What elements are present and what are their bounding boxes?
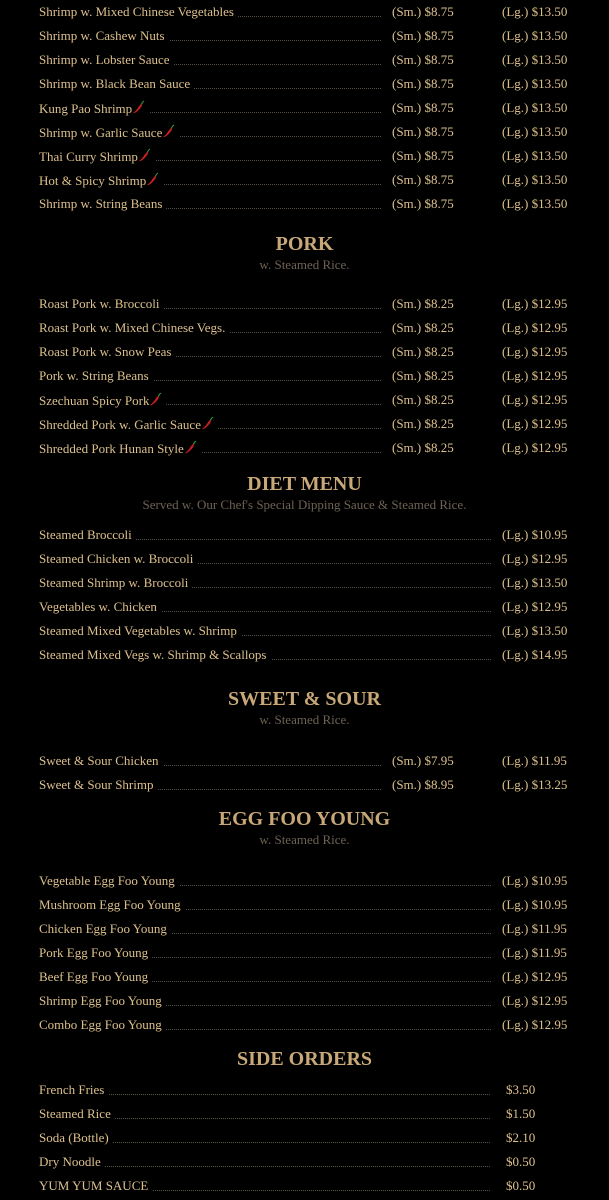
menu-item-name — [39, 969, 152, 985]
menu-item-label: Shredded Pork w. Garlic Sauce — [39, 417, 201, 432]
menu-item — [0, 525, 609, 549]
menu-item-label: Chicken Egg Foo Young — [39, 921, 167, 936]
menu-item — [0, 170, 609, 194]
menu-item-name — [39, 416, 218, 433]
large-price: (Lg.) $10.95 — [502, 873, 568, 888]
menu-item-name — [39, 28, 169, 44]
menu-section-pork — [0, 232, 609, 462]
large-price: (Lg.) $12.95 — [502, 368, 568, 383]
large-price: (Lg.) $13.50 — [502, 28, 568, 43]
large-price: (Lg.) $14.95 — [502, 647, 568, 662]
menu-item-label: Shrimp w. Black Bean Sauce — [39, 76, 191, 91]
chili-pepper-icon — [201, 416, 214, 430]
menu-item-name — [39, 873, 179, 889]
large-price: (Lg.) $13.50 — [502, 76, 568, 91]
menu-item-label: Steamed Mixed Vegetables w. Shrimp — [39, 623, 237, 638]
menu-item — [0, 621, 609, 645]
menu-item — [0, 775, 609, 799]
menu-item-name — [39, 440, 201, 457]
small-price: (Sm.) $8.75 — [392, 28, 454, 43]
large-price: (Lg.) $12.95 — [502, 551, 568, 566]
menu-item-name — [39, 1130, 113, 1146]
large-price: (Lg.) $13.25 — [502, 777, 568, 792]
large-price: (Lg.) $13.50 — [502, 4, 568, 19]
section-subtitle: Served w. Our Chef's Special Dipping Sauce & Steamed Rice. — [142, 497, 467, 512]
menu-item-name — [39, 392, 166, 409]
menu-item-name — [39, 172, 163, 189]
large-price: (Lg.) $13.50 — [502, 52, 568, 67]
chili-pepper-icon — [138, 148, 151, 162]
menu-item — [0, 26, 609, 50]
menu-section-side-orders — [0, 1047, 609, 1200]
large-price: (Lg.) $11.95 — [502, 945, 567, 960]
item-price: $0.50 — [506, 1178, 536, 1193]
menu-item — [0, 751, 609, 775]
menu-item-label: Thai Curry Shrimp — [39, 149, 138, 164]
menu-item-label: Pork w. String Beans — [39, 368, 149, 383]
menu-item — [0, 1128, 609, 1152]
small-price: (Sm.) $8.25 — [392, 320, 454, 335]
large-price: (Lg.) $12.95 — [502, 320, 568, 335]
menu-item-name — [39, 623, 241, 639]
menu-item-label: Steamed Shrimp w. Broccoli — [39, 575, 189, 590]
large-price: (Lg.) $13.50 — [502, 575, 568, 590]
menu-item — [0, 645, 609, 669]
menu-item — [0, 294, 609, 318]
menu-item — [0, 390, 609, 414]
menu-item-name — [39, 599, 161, 615]
menu-item-name — [39, 575, 192, 591]
menu-item — [0, 366, 609, 390]
menu-item-name — [39, 344, 175, 360]
menu-section-shrimp — [0, 2, 609, 218]
section-title: SWEET & SOUR — [227, 688, 381, 710]
menu-item — [0, 991, 609, 1015]
menu-item-name — [39, 76, 194, 92]
menu-item-name — [39, 4, 238, 20]
large-price: (Lg.) $12.95 — [502, 993, 568, 1008]
chili-pepper-icon — [146, 172, 159, 186]
menu-item-label: Roast Pork w. Mixed Chinese Vegs. — [39, 320, 226, 335]
menu-item-label: French Fries — [39, 1082, 105, 1097]
menu-item-name — [39, 753, 163, 769]
menu-item-label: Shredded Pork Hunan Style — [39, 441, 184, 456]
menu-item-label: Beef Egg Foo Young — [39, 969, 149, 984]
large-price: (Lg.) $13.50 — [502, 124, 568, 139]
menu-item-label: Roast Pork w. Broccoli — [39, 296, 160, 311]
chili-pepper-icon — [162, 124, 175, 138]
menu-item-name — [39, 527, 136, 543]
menu-item-label: Roast Pork w. Snow Peas — [39, 344, 172, 359]
menu-item — [0, 871, 609, 895]
section-subtitle: w. Steamed Rice. — [259, 832, 350, 847]
menu-item-label: Combo Egg Foo Young — [39, 1017, 162, 1032]
small-price: (Sm.) $8.75 — [392, 4, 454, 19]
menu-item — [0, 2, 609, 26]
menu-item — [0, 573, 609, 597]
menu-item-name — [39, 647, 271, 663]
small-price: (Sm.) $8.75 — [392, 124, 454, 139]
section-subtitle: w. Steamed Rice. — [259, 257, 350, 272]
menu-item — [0, 1080, 609, 1104]
menu-item — [0, 318, 609, 342]
menu-item — [0, 194, 609, 218]
menu-item-label: Sweet & Sour Chicken — [39, 753, 159, 768]
menu-item-label: Shrimp w. Lobster Sauce — [39, 52, 170, 67]
large-price: (Lg.) $12.95 — [502, 344, 568, 359]
section-title: SIDE ORDERS — [236, 1048, 373, 1070]
large-price: (Lg.) $12.95 — [502, 969, 568, 984]
menu-item-label: Sweet & Sour Shrimp — [39, 777, 154, 792]
menu-section-diet-menu — [0, 472, 609, 669]
menu-item-name — [39, 897, 185, 913]
chili-pepper-icon — [184, 440, 197, 454]
chili-pepper-icon — [132, 100, 145, 114]
small-price: (Sm.) $7.95 — [392, 753, 454, 768]
small-price: (Sm.) $8.95 — [392, 777, 454, 792]
item-price: $2.10 — [506, 1130, 536, 1145]
small-price: (Sm.) $8.25 — [392, 440, 454, 455]
large-price: (Lg.) $13.50 — [502, 148, 568, 163]
menu-item-name — [39, 52, 174, 68]
small-price: (Sm.) $8.75 — [392, 172, 454, 187]
large-price: (Lg.) $11.95 — [502, 753, 567, 768]
large-price: (Lg.) $11.95 — [502, 921, 567, 936]
menu-item-label: Kung Pao Shrimp — [39, 101, 133, 116]
large-price: (Lg.) $12.95 — [502, 416, 568, 431]
menu-item-label: Soda (Bottle) — [39, 1130, 109, 1145]
menu-item-label: Vegetable Egg Foo Young — [39, 873, 175, 888]
menu-item — [0, 414, 609, 438]
large-price: (Lg.) $13.50 — [502, 196, 568, 211]
menu-item — [0, 1152, 609, 1176]
menu-item-name — [39, 100, 149, 117]
menu-item-name — [39, 296, 163, 312]
large-price: (Lg.) $13.50 — [502, 172, 568, 187]
menu-item — [0, 98, 609, 122]
small-price: (Sm.) $8.75 — [392, 148, 454, 163]
item-price: $3.50 — [506, 1082, 536, 1097]
small-price: (Sm.) $8.25 — [392, 392, 454, 407]
menu-item-label: Shrimp w. Cashew Nuts — [39, 28, 165, 43]
section-title: PORK — [275, 233, 334, 255]
menu-item-label: Vegetables w. Chicken — [39, 599, 157, 614]
menu-item-name — [39, 196, 166, 212]
menu-item — [0, 122, 609, 146]
small-price: (Sm.) $8.75 — [392, 76, 454, 91]
menu-item-name — [39, 945, 152, 961]
menu-item-name — [39, 1178, 152, 1194]
small-price: (Sm.) $8.25 — [392, 416, 454, 431]
small-price: (Sm.) $8.75 — [392, 100, 454, 115]
small-price: (Sm.) $8.75 — [392, 196, 454, 211]
menu-item-label: Shrimp w. Mixed Chinese Vegetables — [39, 4, 234, 19]
large-price: (Lg.) $13.50 — [502, 100, 568, 115]
large-price: (Lg.) $13.50 — [502, 623, 568, 638]
menu-section-egg-foo-young — [0, 807, 609, 1039]
menu-item — [0, 438, 609, 462]
menu-item — [0, 1176, 609, 1200]
menu-item-name — [39, 368, 153, 384]
menu-item — [0, 943, 609, 967]
menu-item — [0, 597, 609, 621]
item-price: $0.50 — [506, 1154, 536, 1169]
menu-item-label: Pork Egg Foo Young — [39, 945, 149, 960]
menu-item-name — [39, 148, 155, 165]
menu-item — [0, 342, 609, 366]
item-price: $1.50 — [506, 1106, 536, 1121]
menu-item-label: Steamed Broccoli — [39, 527, 132, 542]
menu-item — [0, 919, 609, 943]
menu-item-name — [39, 777, 157, 793]
large-price: (Lg.) $10.95 — [502, 527, 568, 542]
menu-item — [0, 1015, 609, 1039]
small-price: (Sm.) $8.25 — [392, 344, 454, 359]
menu-item-name — [39, 921, 171, 937]
menu-item-label: Shrimp w. Garlic Sauce — [39, 125, 163, 140]
menu-item-name — [39, 993, 166, 1009]
small-price: (Sm.) $8.25 — [392, 368, 454, 383]
menu-item-label: Steamed Rice — [39, 1106, 111, 1121]
menu-item — [0, 146, 609, 170]
large-price: (Lg.) $12.95 — [502, 440, 568, 455]
large-price: (Lg.) $12.95 — [502, 296, 568, 311]
large-price: (Lg.) $12.95 — [502, 392, 568, 407]
dot-leader — [39, 1166, 490, 1167]
menu-item-label: Szechuan Spicy Pork — [39, 393, 150, 408]
small-price: (Sm.) $8.75 — [392, 52, 454, 67]
large-price: (Lg.) $12.95 — [502, 1017, 568, 1032]
menu-item — [0, 74, 609, 98]
small-price: (Sm.) $8.25 — [392, 296, 454, 311]
menu-item — [0, 549, 609, 573]
menu-item-label: YUM YUM SAUCE — [39, 1178, 149, 1193]
menu-item-name — [39, 320, 229, 336]
chili-pepper-icon — [149, 392, 162, 406]
menu-item-label: Dry Noodle — [39, 1154, 101, 1169]
menu-item — [0, 895, 609, 919]
menu-item-name — [39, 1154, 105, 1170]
large-price: (Lg.) $12.95 — [502, 599, 568, 614]
menu-item-label: Shrimp w. String Beans — [39, 196, 163, 211]
menu-item-name — [39, 124, 179, 141]
menu-section-sweet-sour — [0, 687, 609, 799]
menu-item-label: Shrimp Egg Foo Young — [39, 993, 162, 1008]
menu-item-name — [39, 1106, 115, 1122]
section-title: EGG FOO YOUNG — [218, 808, 391, 830]
section-title: DIET MENU — [247, 473, 362, 495]
menu-item-name — [39, 1082, 108, 1098]
menu-item — [0, 967, 609, 991]
menu-item-name — [39, 1017, 166, 1033]
menu-item-label: Steamed Chicken w. Broccoli — [39, 551, 194, 566]
menu-item-name — [39, 551, 197, 567]
menu-item — [0, 1104, 609, 1128]
menu-item-label: Steamed Mixed Vegs w. Shrimp & Scallops — [39, 647, 267, 662]
menu-item — [0, 50, 609, 74]
large-price: (Lg.) $10.95 — [502, 897, 568, 912]
menu-item-label: Mushroom Egg Foo Young — [39, 897, 181, 912]
menu-item-label: Hot & Spicy Shrimp — [39, 173, 147, 188]
section-subtitle: w. Steamed Rice. — [259, 712, 350, 727]
